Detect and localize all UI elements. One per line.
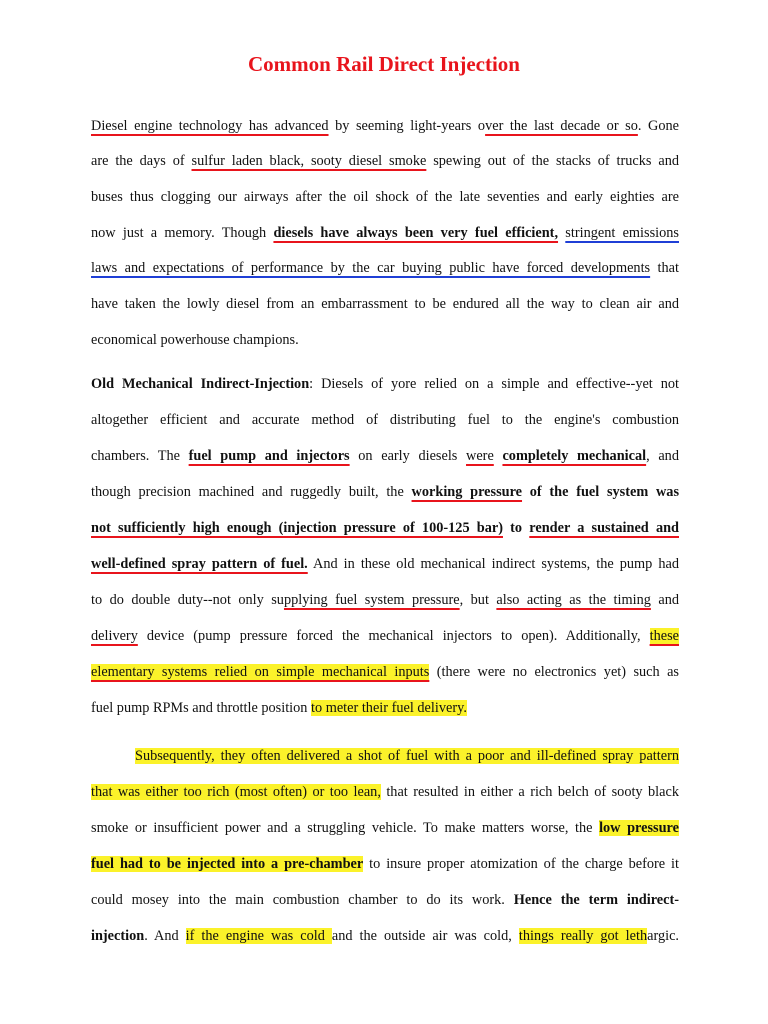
underlined-text: Diesel engine technology has advanced: [91, 118, 329, 134]
highlighted-text: Subsequently, they often delivered a shot of fuel with a poor and ill-defined spray pattern: [135, 748, 679, 764]
text-segment: (there were no electronics yet) such as: [429, 664, 679, 680]
text-segment: . Gone: [637, 118, 679, 134]
text-segment: argic.: [647, 928, 679, 944]
underlined-text: not sufficiently high enough (injection pressure of 100-125 bar): [91, 520, 503, 536]
text-line: [135, 746, 679, 766]
underlined-text: stringent emissions: [565, 225, 679, 241]
highlighted-text: these: [649, 628, 679, 644]
underlined-text: diesels have always been very fuel efficient,: [273, 225, 559, 241]
text-segment: to: [502, 520, 530, 536]
text-segment: to do double duty--not only su: [91, 592, 284, 608]
text-line: [91, 187, 679, 207]
text-segment: And in these old mechanical indirect systems, the pump had: [307, 556, 680, 572]
text-line: [91, 116, 679, 136]
underlined-text: laws and expectations of performance by the car buying public have forced developments: [91, 260, 651, 276]
text-segment: chambers. The: [91, 448, 189, 464]
text-line: [91, 662, 679, 682]
text-line: [91, 258, 679, 278]
text-segment: , but: [459, 592, 497, 608]
text-line: [91, 782, 679, 802]
text-segment: : Diesels of yore relied on a simple and effective--yet not: [309, 376, 679, 392]
text-line: [91, 374, 679, 394]
text-segment: are the days of: [91, 153, 192, 169]
text-segment: have taken the lowly diesel from an embarrassment to be endured all the way to clean air and: [91, 296, 679, 312]
text-line: [91, 626, 679, 646]
highlighted-text: things really got leth: [518, 928, 648, 944]
text-line: [91, 410, 679, 430]
text-segment: could mosey into the main combustion chamber to do its work.: [91, 892, 514, 908]
highlighted-text: fuel had to be injected into a pre-chamber: [91, 856, 364, 872]
text-segment: of the fuel system was: [522, 484, 680, 500]
text-line: [91, 223, 679, 243]
text-line: [91, 854, 679, 874]
text-segment: by seeming light-years o: [328, 118, 486, 134]
text-segment: to insure proper atomization of the charge before it: [363, 856, 679, 872]
text-segment: . And: [144, 928, 186, 944]
highlighted-text: if the engine was cold: [185, 928, 332, 944]
text-line: [91, 698, 679, 718]
underlined-text: delivery: [91, 628, 138, 644]
text-segment: buses thus clogging our airways after the oil shock of the late seventies and early eighties are: [91, 189, 679, 205]
underlined-text: ver the last decade or so: [485, 118, 638, 134]
text-segment: and: [650, 592, 679, 608]
text-line: [91, 294, 679, 314]
text-segment: Hence the term indirect-: [513, 892, 680, 908]
text-segment: that: [650, 260, 679, 276]
underlined-text: also acting as the timing: [496, 592, 651, 608]
text-line: [91, 446, 679, 466]
text-segment: , and: [646, 448, 679, 464]
text-segment: that resulted in either a rich belch of sooty black: [380, 784, 679, 800]
text-line: [91, 151, 679, 171]
text-segment: on early diesels: [349, 448, 467, 464]
underlined-text: completely mechanical: [502, 448, 647, 464]
document-title: Common Rail Direct Injection: [248, 52, 520, 76]
highlighted-text: low pressure: [599, 820, 679, 836]
text-segment: smoke or insufficient power and a struggling vehicle. To make matters worse, the: [91, 820, 600, 836]
text-segment: economical powerhouse champions.: [91, 332, 299, 348]
text-line: [91, 330, 679, 350]
text-line: [91, 926, 679, 946]
text-segment: injection: [91, 928, 145, 944]
underlined-text: fuel pump and injectors: [188, 448, 350, 464]
highlighted-text: elementary systems relied on simple mechanical inputs: [91, 664, 430, 680]
underlined-text: working pressure: [411, 484, 523, 500]
text-segment: altogether efficient and accurate method of distributing fuel to the engine's combustion: [91, 412, 679, 428]
text-segment: fuel pump RPMs and throttle position: [91, 700, 312, 716]
highlighted-text: to meter their fuel delivery.: [311, 700, 467, 716]
text-segment: now just a memory. Though: [91, 225, 274, 241]
text-line: [91, 482, 679, 502]
text-segment: spewing out of the stacks of trucks and: [426, 153, 679, 169]
text-line: [91, 890, 679, 910]
text-segment: and the outside air was cold,: [331, 928, 519, 944]
underlined-text: well-defined spray pattern of fuel.: [91, 556, 308, 572]
text-line: [91, 518, 679, 538]
underlined-text: render a sustained and: [529, 520, 679, 536]
highlighted-text: that was either too rich (most often) or too lean,: [91, 784, 381, 800]
underlined-text: pplying fuel system pressure: [283, 592, 460, 608]
underlined-text: sulfur laden black, sooty diesel smoke: [191, 153, 427, 169]
text-segment: though precision machined and ruggedly built, the: [91, 484, 412, 500]
text-line: [91, 818, 679, 838]
underlined-text: were: [466, 448, 494, 464]
text-segment: Old Mechanical Indirect-Injection: [91, 376, 310, 392]
text-line: [91, 590, 679, 610]
text-segment: device (pump pressure forced the mechanical injectors to open). Additionally,: [137, 628, 650, 644]
text-line: [91, 554, 679, 574]
